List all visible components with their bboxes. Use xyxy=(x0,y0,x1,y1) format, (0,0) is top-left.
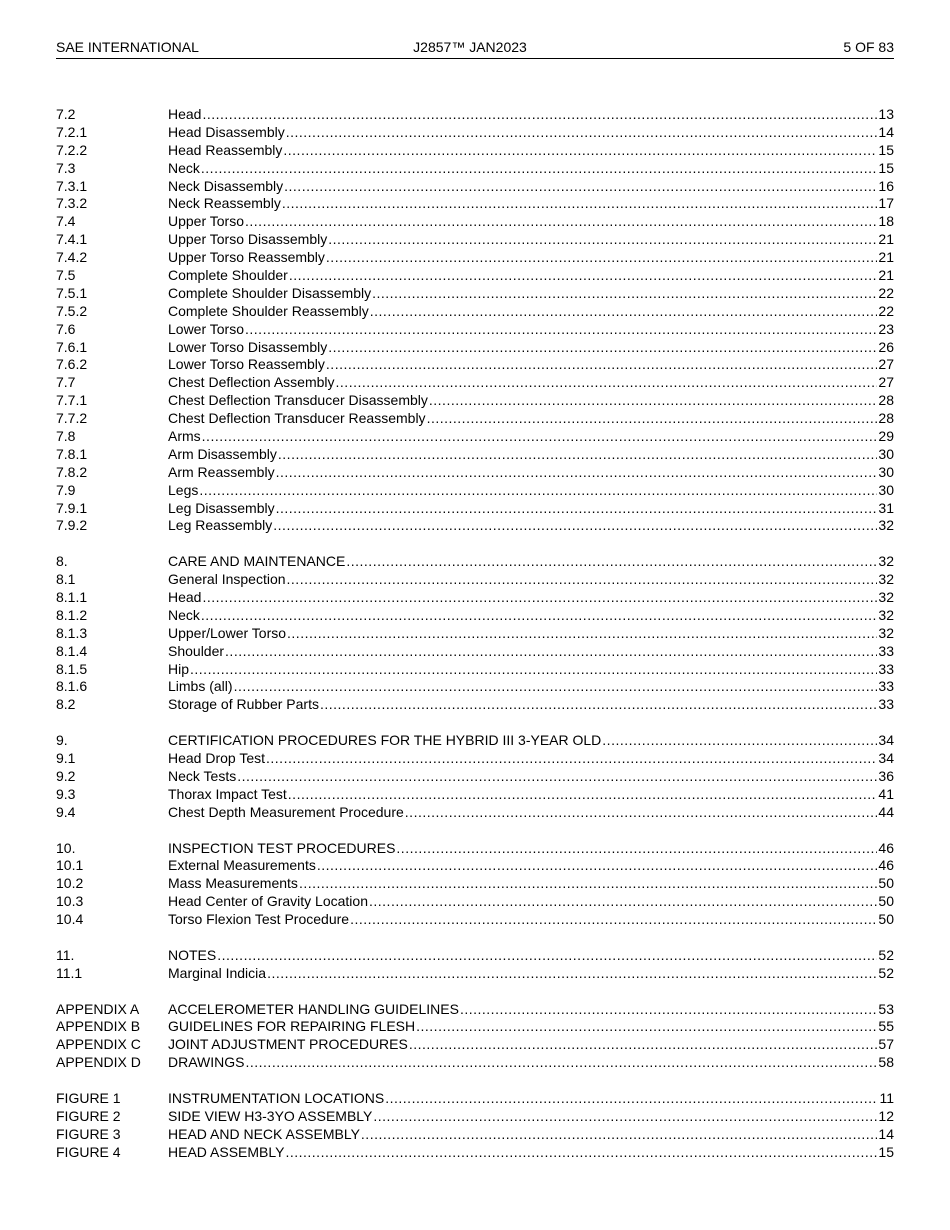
header-organization: SAE INTERNATIONAL xyxy=(56,39,199,55)
toc-dot-leader xyxy=(287,625,877,643)
toc-entry-page: 17 xyxy=(878,195,894,212)
toc-entry-number: 7.8.2 xyxy=(56,463,88,480)
toc-entry-page: 55 xyxy=(878,1018,894,1035)
toc-entry-number: 7.2.2 xyxy=(56,141,88,158)
toc-entry-number: 8.1.6 xyxy=(56,678,88,695)
toc-entry-page: 32 xyxy=(878,517,894,534)
toc-entry-title: Arm Reassembly xyxy=(168,463,275,480)
toc-entry-number: APPENDIX B xyxy=(56,1018,141,1035)
toc-dot-leader xyxy=(372,285,877,303)
toc-entry[interactable] xyxy=(56,339,894,357)
toc-entry-number: 7.7.1 xyxy=(56,392,88,409)
toc-entry[interactable] xyxy=(56,1001,894,1019)
toc-entry-page: 36 xyxy=(878,767,894,784)
toc-dot-leader xyxy=(202,589,877,607)
toc-entry-page: 33 xyxy=(878,696,894,713)
toc-entry-page: 34 xyxy=(878,732,894,749)
toc-dot-leader xyxy=(373,1108,877,1126)
toc-entry[interactable] xyxy=(56,267,894,285)
toc-entry[interactable] xyxy=(56,643,894,661)
toc-entry-page: 33 xyxy=(878,660,894,677)
toc-dot-leader xyxy=(328,339,877,357)
toc-entry-page: 50 xyxy=(878,911,894,928)
toc-entry-number: 9.2 xyxy=(56,767,76,784)
toc-entry-page: 27 xyxy=(878,374,894,391)
toc-dot-leader xyxy=(267,965,877,983)
toc-entry-number: FIGURE 4 xyxy=(56,1143,121,1160)
toc-entry-page: 32 xyxy=(878,571,894,588)
toc-entry-number: APPENDIX C xyxy=(56,1036,141,1053)
toc-entry-page: 16 xyxy=(878,177,894,194)
toc-entry[interactable] xyxy=(56,142,894,160)
toc-entry[interactable] xyxy=(56,1054,894,1072)
toc-entry-number: 7.3.1 xyxy=(56,177,88,194)
toc-entry-number: 9.1 xyxy=(56,750,76,767)
toc-entry-title: General Inspection xyxy=(168,571,286,588)
toc-entry-title: Chest Depth Measurement Procedure xyxy=(168,803,404,820)
toc-entry[interactable] xyxy=(56,124,894,142)
toc-entry-number: 7.9 xyxy=(56,481,76,498)
toc-entry[interactable] xyxy=(56,965,894,983)
toc-entry-number: 10. xyxy=(56,839,76,856)
toc-entry-number: 7.6.1 xyxy=(56,338,88,355)
toc-entry[interactable] xyxy=(56,696,894,714)
toc-entry-title: Neck xyxy=(168,159,200,176)
toc-entry-title: Chest Deflection Assembly xyxy=(168,374,335,391)
toc-entry-page: 33 xyxy=(878,642,894,659)
toc-dot-leader xyxy=(283,142,877,160)
toc-entry-page: 52 xyxy=(878,964,894,981)
toc-entry[interactable] xyxy=(56,321,894,339)
toc-entry-title: Marginal Indicia xyxy=(168,964,267,981)
toc-entry-number: 7.5.2 xyxy=(56,302,88,319)
toc-entry-title: CARE AND MAINTENANCE xyxy=(168,553,346,570)
toc-entry[interactable] xyxy=(56,106,894,124)
toc-dot-leader xyxy=(190,661,877,679)
toc-dot-leader xyxy=(202,106,877,124)
toc-entry-number: 7.8 xyxy=(56,428,76,445)
toc-entry-page: 50 xyxy=(878,893,894,910)
toc-group-spacer xyxy=(56,983,894,1001)
toc-entry-title: Chest Deflection Transducer Reassembly xyxy=(168,410,426,427)
toc-entry-page: 22 xyxy=(878,302,894,319)
toc-entry-title: Head Disassembly xyxy=(168,123,285,140)
toc-entry-page: 44 xyxy=(878,803,894,820)
toc-entry-title: Legs xyxy=(168,481,199,498)
toc-dot-leader xyxy=(201,607,878,625)
toc-entry-number: 7.6 xyxy=(56,320,76,337)
toc-entry-number: 7.6.2 xyxy=(56,356,88,373)
toc-entry[interactable] xyxy=(56,1090,894,1108)
toc-dot-leader xyxy=(317,857,878,875)
toc-entry[interactable] xyxy=(56,679,894,697)
toc-dot-leader xyxy=(361,1126,878,1144)
toc-dot-leader xyxy=(266,750,877,768)
toc-entry-page: 31 xyxy=(878,499,894,516)
toc-dot-leader xyxy=(237,768,877,786)
toc-entry-title: Upper/Lower Torso xyxy=(168,624,287,641)
toc-entry-title: ACCELEROMETER HANDLING GUIDELINES xyxy=(168,1000,459,1017)
header-page-number: 5 OF 83 xyxy=(843,39,894,55)
toc-entry-number: 8.2 xyxy=(56,696,76,713)
toc-entry-title: Upper Torso Reassembly xyxy=(168,249,325,266)
toc-entry-page: 34 xyxy=(878,750,894,767)
toc-entry-number: 7.3.2 xyxy=(56,195,88,212)
toc-entry-page: 46 xyxy=(878,857,894,874)
toc-dot-leader xyxy=(288,786,878,804)
toc-entry-title: Upper Torso xyxy=(168,213,245,230)
toc-entry-number: 11. xyxy=(56,946,75,963)
toc-entry-page: 32 xyxy=(878,589,894,606)
toc-entry-title: Lower Torso Disassembly xyxy=(168,338,328,355)
toc-dot-leader xyxy=(326,249,878,267)
toc-entry-number: FIGURE 3 xyxy=(56,1125,121,1142)
toc-entry[interactable] xyxy=(56,947,894,965)
toc-entry-title: INSTRUMENTATION LOCATIONS xyxy=(168,1089,385,1106)
header-document-id: J2857™ JAN2023 xyxy=(413,39,527,55)
toc-group-spacer xyxy=(56,714,894,732)
toc-dot-leader xyxy=(336,374,878,392)
toc-entry-title: Chest Deflection Transducer Disassembly xyxy=(168,392,428,409)
toc-entry-title: JOINT ADJUSTMENT PROCEDURES xyxy=(168,1036,408,1053)
toc-dot-leader xyxy=(416,1018,877,1036)
toc-dot-leader xyxy=(460,1001,877,1019)
toc-entry[interactable] xyxy=(56,840,894,858)
toc-dot-leader xyxy=(202,428,878,446)
toc-entry-number: FIGURE 2 xyxy=(56,1107,121,1124)
toc-entry-number: FIGURE 1 xyxy=(56,1089,121,1106)
toc-entry-number: 9. xyxy=(56,732,68,749)
toc-entry-number: 9.3 xyxy=(56,785,76,802)
toc-entry[interactable] xyxy=(56,786,894,804)
toc-entry[interactable] xyxy=(56,911,894,929)
toc-entry-page: 21 xyxy=(878,249,894,266)
toc-entry[interactable] xyxy=(56,410,894,428)
page-header xyxy=(56,38,894,59)
toc-entry-title: Torso Flexion Test Procedure xyxy=(168,911,350,928)
toc-entry[interactable] xyxy=(56,195,894,213)
toc-entry-number: APPENDIX A xyxy=(56,1000,140,1017)
toc-dot-leader xyxy=(369,893,877,911)
toc-entry-title: Lower Torso Reassembly xyxy=(168,356,325,373)
toc-entry[interactable] xyxy=(56,464,894,482)
toc-entry[interactable] xyxy=(56,374,894,392)
toc-entry-title: INSPECTION TEST PROCEDURES xyxy=(168,839,396,856)
toc-entry-title: Neck xyxy=(168,606,200,623)
toc-entry[interactable] xyxy=(56,1144,894,1162)
toc-entry[interactable] xyxy=(56,500,894,518)
toc-entry-page: 52 xyxy=(878,946,894,963)
toc-entry-title: Head Drop Test xyxy=(168,750,266,767)
toc-entry-number: 10.2 xyxy=(56,875,84,892)
toc-entry-title: HEAD AND NECK ASSEMBLY xyxy=(168,1125,360,1142)
table-of-contents xyxy=(56,106,894,1162)
toc-dot-leader xyxy=(396,840,877,858)
toc-entry-number: 10.3 xyxy=(56,893,84,910)
toc-entry-number: 7.4 xyxy=(56,213,76,230)
toc-entry-page: 21 xyxy=(878,267,894,283)
toc-entry-page: 30 xyxy=(878,481,894,498)
toc-dot-leader xyxy=(370,303,878,321)
toc-entry-number: 7.7.2 xyxy=(56,410,88,427)
toc-entry-number: 11.1 xyxy=(56,964,83,981)
toc-entry-title: Head Reassembly xyxy=(168,141,283,158)
toc-entry-title: Limbs (all) xyxy=(168,678,233,695)
toc-entry-title: Neck Tests xyxy=(168,767,237,784)
toc-entry-title: Thorax Impact Test xyxy=(168,785,287,802)
toc-entry-number: 7.9.1 xyxy=(56,499,88,516)
toc-dot-leader xyxy=(276,464,878,482)
toc-entry-title: Mass Measurements xyxy=(168,875,298,892)
toc-entry-title: Arm Disassembly xyxy=(168,445,277,462)
toc-entry-title: Head xyxy=(168,589,202,606)
toc-entry-page: 58 xyxy=(878,1054,894,1071)
toc-entry-number: 7.7 xyxy=(56,374,76,391)
toc-dot-leader xyxy=(299,875,877,893)
toc-entry-page: 30 xyxy=(878,445,894,462)
toc-entry[interactable] xyxy=(56,857,894,875)
toc-entry-number: 7.2 xyxy=(56,106,76,122)
toc-entry-page: 28 xyxy=(878,392,894,409)
toc-dot-leader xyxy=(429,392,878,410)
toc-dot-leader xyxy=(245,321,877,339)
toc-entry-page: 14 xyxy=(878,1125,894,1142)
toc-entry-number: 8.1 xyxy=(56,571,76,588)
toc-entry[interactable] xyxy=(56,178,894,196)
toc-entry[interactable] xyxy=(56,732,894,750)
toc-entry-number: 10.1 xyxy=(56,857,84,874)
toc-entry-title: Upper Torso Disassembly xyxy=(168,231,328,248)
toc-entry[interactable] xyxy=(56,768,894,786)
toc-entry-title: Lower Torso xyxy=(168,320,245,337)
toc-dot-leader xyxy=(276,500,878,518)
toc-entry-title: Complete Shoulder Reassembly xyxy=(168,302,369,319)
toc-entry-title: External Measurements xyxy=(168,857,316,874)
toc-entry-number: 8.1.1 xyxy=(56,589,88,606)
toc-entry-number: 8. xyxy=(56,553,68,570)
toc-entry[interactable] xyxy=(56,1108,894,1126)
toc-dot-leader xyxy=(320,696,877,714)
toc-dot-leader xyxy=(385,1090,878,1108)
toc-entry-number: 8.1.2 xyxy=(56,606,88,623)
toc-entry-number: 7.4.1 xyxy=(56,231,88,248)
toc-entry-page: 53 xyxy=(878,1000,894,1017)
toc-dot-leader xyxy=(350,911,877,929)
toc-entry-number: 7.5.1 xyxy=(56,284,88,301)
toc-entry-title: Shoulder xyxy=(168,642,225,659)
toc-dot-leader xyxy=(278,446,878,464)
toc-entry-page: 14 xyxy=(878,123,894,140)
toc-entry-number: 8.1.3 xyxy=(56,624,88,641)
toc-group-spacer xyxy=(56,535,894,553)
toc-entry-page: 15 xyxy=(878,141,894,158)
toc-entry-number: 7.3 xyxy=(56,159,76,176)
toc-entry[interactable] xyxy=(56,571,894,589)
toc-dot-leader xyxy=(326,356,878,374)
toc-entry-title: Leg Reassembly xyxy=(168,517,273,534)
toc-entry-page: 30 xyxy=(878,463,894,480)
toc-entry[interactable] xyxy=(56,893,894,911)
toc-entry-number: APPENDIX D xyxy=(56,1054,141,1071)
toc-entry-page: 41 xyxy=(878,785,894,802)
toc-dot-leader xyxy=(234,679,878,697)
toc-entry-title: GUIDELINES FOR REPAIRING FLESH xyxy=(168,1018,416,1035)
toc-entry-title: CERTIFICATION PROCEDURES FOR THE HYBRID III 3-YEAR OLD xyxy=(168,732,602,749)
toc-entry-page: 32 xyxy=(878,553,894,570)
toc-dot-leader xyxy=(225,643,877,661)
toc-entry[interactable] xyxy=(56,553,894,571)
toc-entry-title: Leg Disassembly xyxy=(168,499,275,516)
toc-entry-page: 26 xyxy=(878,338,894,355)
toc-entry[interactable] xyxy=(56,589,894,607)
toc-dot-leader xyxy=(427,410,878,428)
toc-entry-page: 29 xyxy=(878,428,894,445)
toc-entry-page: 33 xyxy=(878,678,894,695)
toc-entry-page: 13 xyxy=(878,106,894,122)
toc-entry-page: 18 xyxy=(878,213,894,230)
toc-entry-page: 46 xyxy=(878,839,894,856)
toc-entry-page: 57 xyxy=(878,1036,894,1053)
toc-dot-leader xyxy=(405,804,878,822)
toc-dot-leader xyxy=(346,553,877,571)
toc-entry-title: Arms xyxy=(168,428,201,445)
toc-entry-number: 8.1.4 xyxy=(56,642,88,659)
toc-entry-page: 27 xyxy=(878,356,894,373)
toc-entry-title: Neck Disassembly xyxy=(168,177,284,194)
toc-entry[interactable] xyxy=(56,428,894,446)
toc-entry-number: 10.4 xyxy=(56,911,84,928)
toc-entry[interactable] xyxy=(56,625,894,643)
toc-entry-page: 28 xyxy=(878,410,894,427)
toc-entry-number: 8.1.5 xyxy=(56,660,88,677)
toc-entry-number: 7.2.1 xyxy=(56,123,88,140)
toc-entry-number: 9.4 xyxy=(56,803,76,820)
toc-entry[interactable] xyxy=(56,482,894,500)
toc-entry[interactable] xyxy=(56,231,894,249)
toc-dot-leader xyxy=(286,124,878,142)
toc-entry-page: 32 xyxy=(878,606,894,623)
toc-entry[interactable] xyxy=(56,446,894,464)
toc-entry-page: 11 xyxy=(879,1089,894,1106)
toc-dot-leader xyxy=(199,482,877,500)
toc-dot-leader xyxy=(245,213,877,231)
toc-entry-title: Storage of Rubber Parts xyxy=(168,696,319,713)
toc-entry-number: 7.4.2 xyxy=(56,249,88,266)
toc-group-spacer xyxy=(56,929,894,947)
toc-entry-page: 15 xyxy=(878,159,894,176)
toc-entry[interactable] xyxy=(56,750,894,768)
toc-entry[interactable] xyxy=(56,392,894,410)
toc-entry-page: 32 xyxy=(878,624,894,641)
toc-dot-leader xyxy=(328,231,877,249)
toc-entry-title: Complete Shoulder Disassembly xyxy=(168,284,372,301)
toc-dot-leader xyxy=(201,160,878,178)
toc-entry[interactable] xyxy=(56,1126,894,1144)
toc-entry[interactable] xyxy=(56,804,894,822)
toc-entry[interactable] xyxy=(56,213,894,231)
toc-entry-page: 23 xyxy=(878,320,894,337)
toc-entry-title: Head xyxy=(168,106,202,122)
toc-dot-leader xyxy=(284,178,877,196)
toc-entry-page: 22 xyxy=(878,284,894,301)
toc-entry[interactable] xyxy=(56,249,894,267)
toc-entry-page: 12 xyxy=(878,1107,894,1124)
toc-group-spacer xyxy=(56,822,894,840)
toc-entry-title: NOTES xyxy=(168,946,217,963)
toc-entry-title: SIDE VIEW H3-3YO ASSEMBLY xyxy=(168,1107,373,1124)
toc-entry-page: 15 xyxy=(878,1143,894,1160)
toc-entry-title: Hip xyxy=(168,660,190,677)
toc-group-spacer xyxy=(56,1072,894,1090)
toc-entry[interactable] xyxy=(56,303,894,321)
toc-dot-leader xyxy=(245,1054,877,1072)
toc-entry[interactable] xyxy=(56,285,894,303)
toc-dot-leader xyxy=(409,1036,878,1054)
toc-entry[interactable] xyxy=(56,661,894,679)
toc-dot-leader xyxy=(289,267,878,285)
toc-entry-number: 7.9.2 xyxy=(56,517,88,534)
toc-entry-title: HEAD ASSEMBLY xyxy=(168,1143,285,1160)
toc-entry[interactable] xyxy=(56,1018,894,1036)
toc-dot-leader xyxy=(285,1144,877,1162)
toc-entry[interactable] xyxy=(56,356,894,374)
toc-entry[interactable] xyxy=(56,160,894,178)
toc-entry-number: 7.8.1 xyxy=(56,445,88,462)
toc-entry[interactable] xyxy=(56,1036,894,1054)
toc-entry-title: Head Center of Gravity Location xyxy=(168,893,368,910)
toc-dot-leader xyxy=(602,732,877,750)
toc-dot-leader xyxy=(282,195,878,213)
toc-entry-number: 7.5 xyxy=(56,267,76,283)
toc-entry[interactable] xyxy=(56,875,894,893)
toc-entry-title: DRAWINGS xyxy=(168,1054,245,1071)
toc-entry-page: 21 xyxy=(878,231,894,248)
toc-entry[interactable] xyxy=(56,517,894,535)
toc-entry-page: 50 xyxy=(878,875,894,892)
toc-entry-title: Complete Shoulder xyxy=(168,267,288,283)
toc-entry[interactable] xyxy=(56,607,894,625)
toc-dot-leader xyxy=(287,571,878,589)
toc-dot-leader xyxy=(273,517,877,535)
toc-dot-leader xyxy=(217,947,877,965)
toc-entry-title: Neck Reassembly xyxy=(168,195,281,212)
